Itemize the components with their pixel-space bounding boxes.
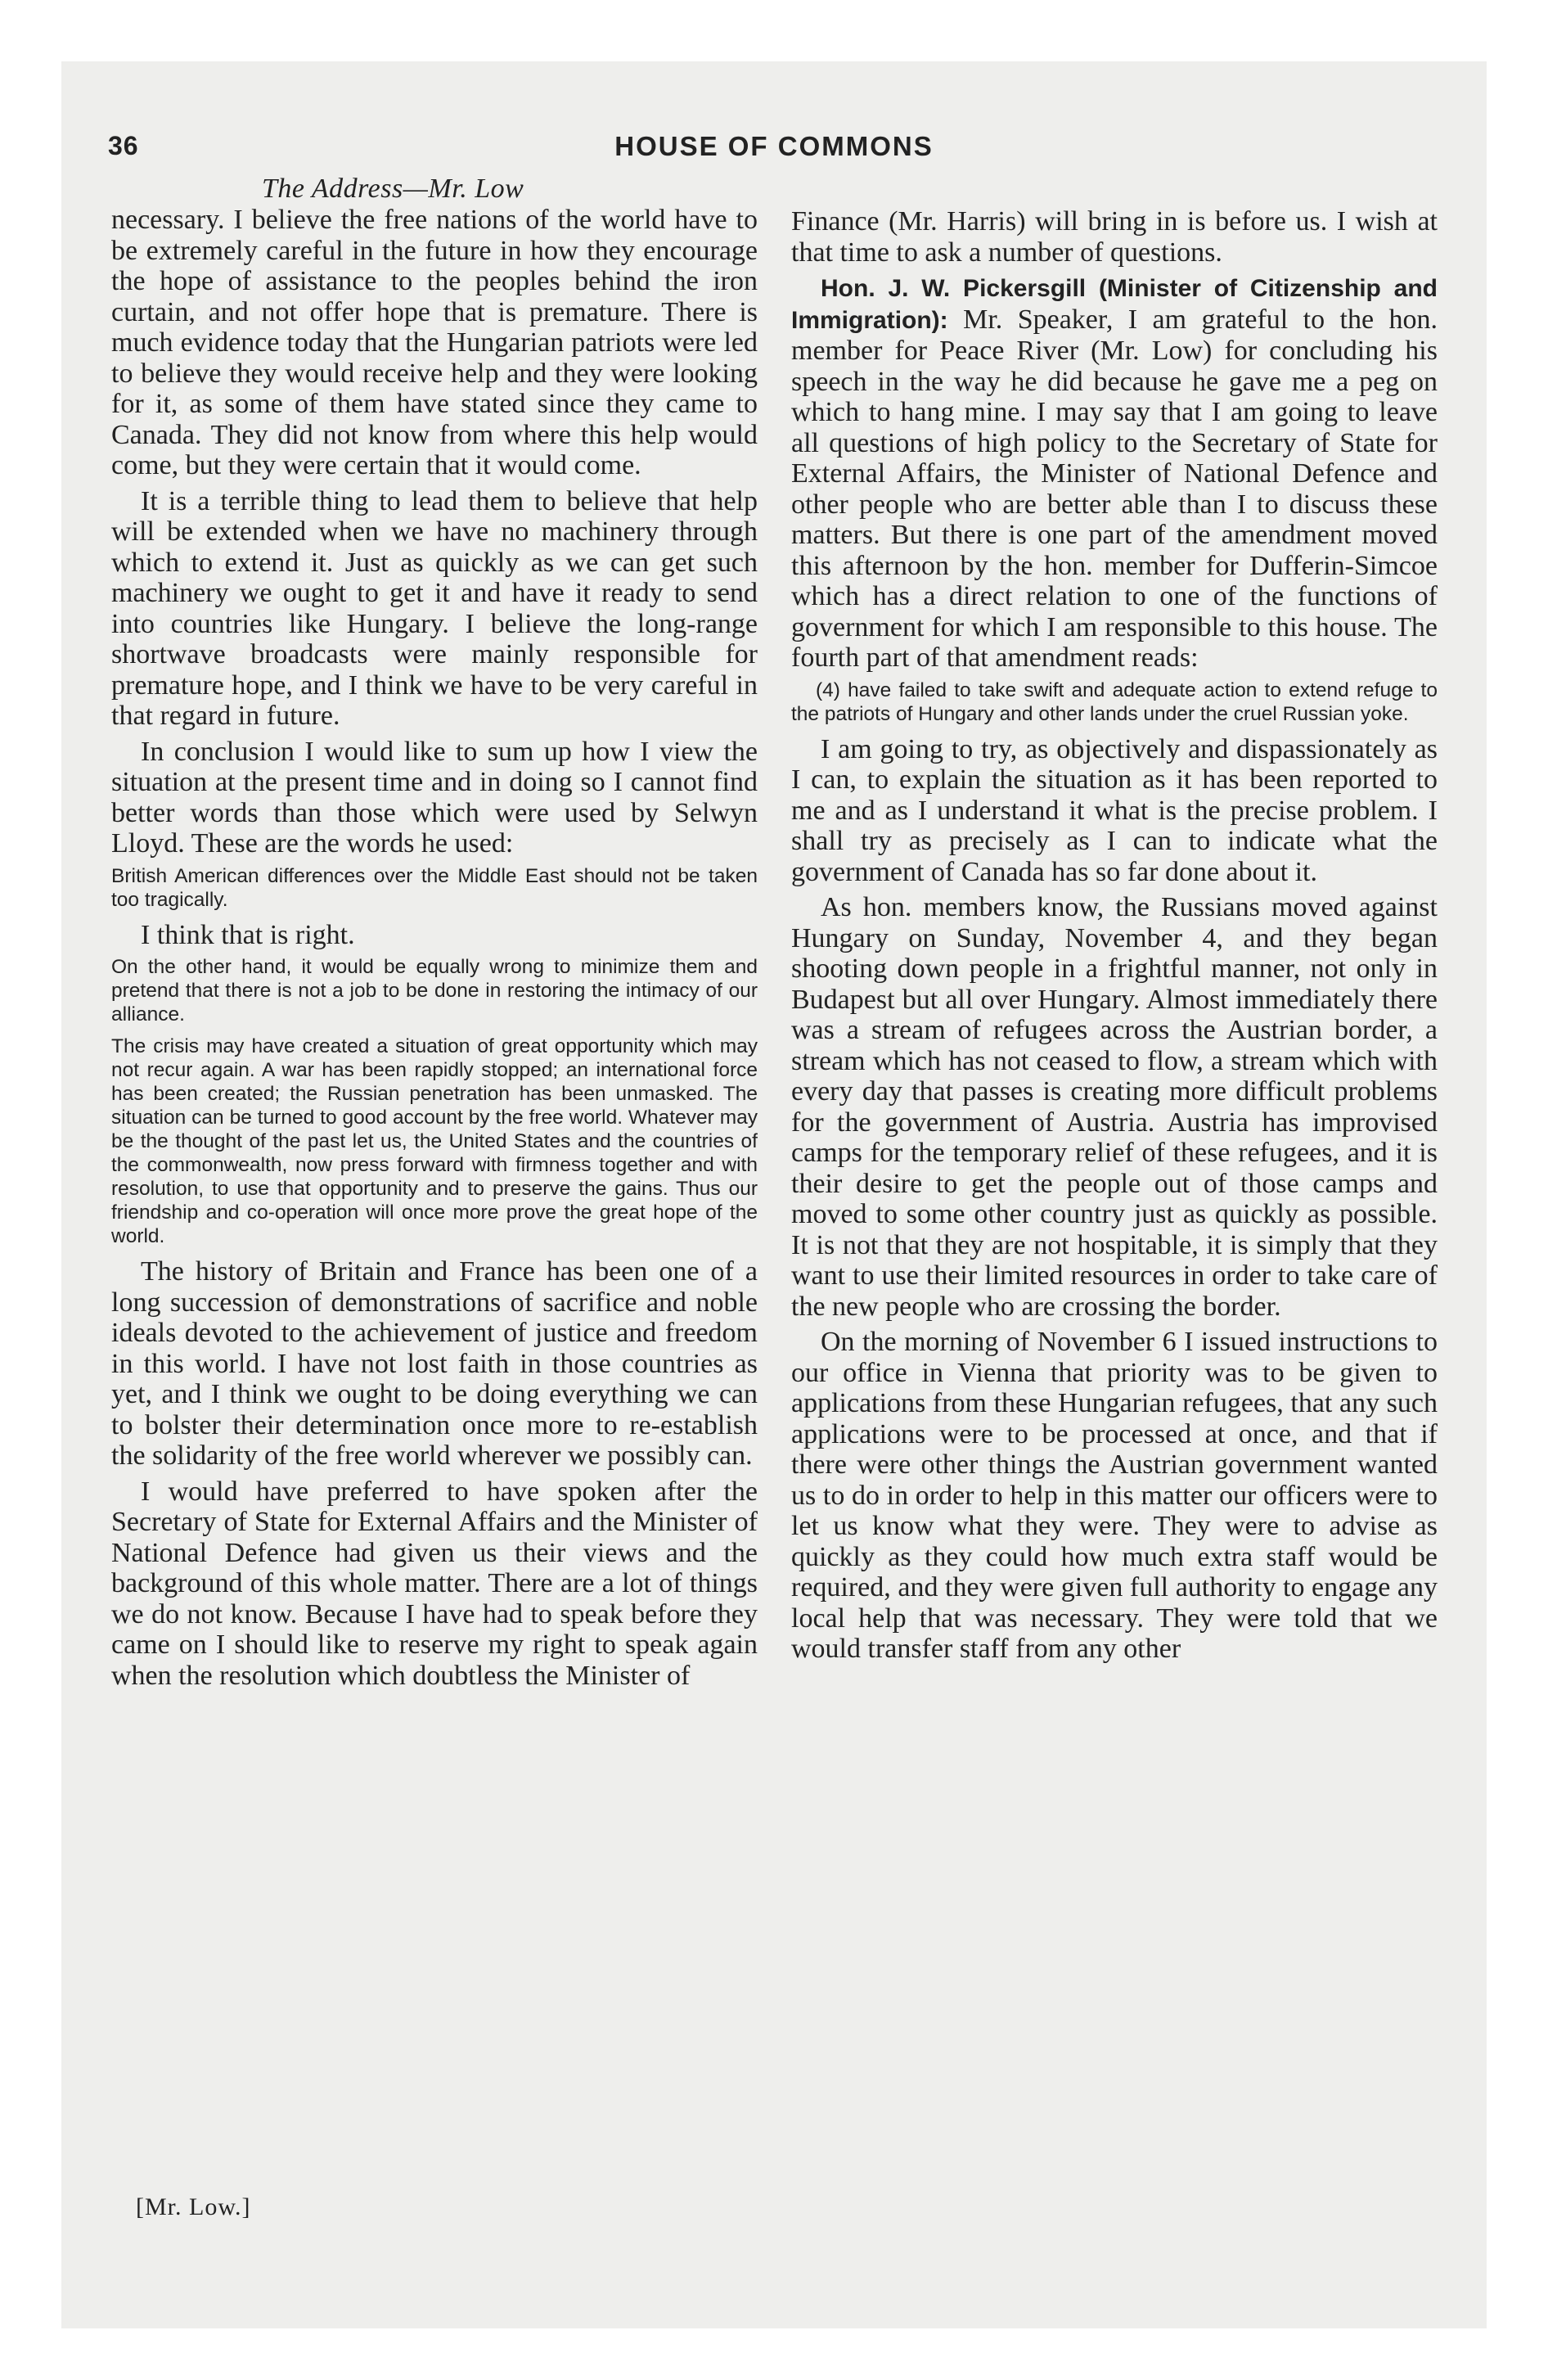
block-quote: British American differences over the Middle East should not be taken too tragically. (111, 864, 758, 911)
paragraph: The history of Britain and France has been one of a long succession of demonstrations of sacrifice and noble ideals devoted to the achievement of justice and freedom in this world. I have not lost faith in those countries as yet, and I think we ought to be doing everything we can to bolster their determination once more to re-establish the solidarity of the free world wherever we possibly can. (111, 1256, 758, 1471)
paragraph: necessary. I believe the free nations of the world have to be extremely careful in the future in how they encourage the hope of assistance to the peoples behind the iron curtain, and not offer hope that is premature. There is much evidence today that the Hungarian patriots were led to believe they would receive help and they were looking for it, as some of them have stated since they came to Canada. They did not know from where this help would come, but they were certain that it would come. (111, 205, 758, 480)
block-quote: The crisis may have created a situation of great opportunity which may not recur again. A war has been rapidly stopped; an international force has been created; the Russian penetration has been unmasked. The situation can be turned to good account by the free world. Whatever may be the thought of the past let us, the United States and the countries of the commonwealth, now press forward with firmness together and with resolution, to use that opportunity and to preserve the gains. Thus our friendship and co-operation will once more prove the great hope of the world. (111, 1035, 758, 1247)
speaker-attribution-footer: [Mr. Low.] (136, 2193, 251, 2220)
paragraph: As hon. members know, the Russians moved against Hungary on Sunday, November 4, and they began shooting down people in a frightful manner, not only in Budapest but all over Hungary. Almost immediately there was a stream of refugees across the Austrian border, a stream which has not ceased to flow, a stream which with every day that passes is creating more difficult problems for the government of Austria. Austria has improvised camps for the temporary relief of these refugees, and it is their desire to get the people out of those camps and moved to some other country just as quickly as possible. It is not that they are not hospitable, it is simply that they want to use their limited resources in order to take care of the new people who are crossing the border. (791, 892, 1438, 1322)
block-quote: (4) have failed to take swift and adequate action to extend refuge to the patriots of Hungary and other lands under the cruel Russian yoke. (791, 678, 1438, 725)
right-column (791, 206, 1438, 1665)
paragraph: On the morning of November 6 I issued instructions to our office in Vienna that priority was to be given to applications from these Hungarian refugees, that any such applications were to be processed at once, and that if there were other things the Austrian government wanted us to do in order to help in this matter our officers were to let us know what they were. They were to advise as quickly as they could how much extra staff would be required, and they were given full authority to engage any local help that was necessary. They were told that we would transfer staff from any other (791, 1327, 1438, 1664)
left-column (111, 205, 758, 1691)
paragraph: Finance (Mr. Harris) will bring in is before us. I wish at that time to ask a number of questions. (791, 206, 1438, 268)
paragraph: I would have preferred to have spoken after the Secretary of State for External Affairs and the Minister of National Defence had given us their views and the background of this whole matter. There are a lot of things we do not know. Because I have had to speak before they came on I should like to reserve my right to speak again when the resolution which doubtless the Minister of (111, 1476, 758, 1691)
paragraph: It is a terrible thing to lead them to believe that help will be extended when we have no machinery through which to extend it. Just as quickly as we can get such machinery we ought to get it and have it ready to send into countries like Hungary. I believe the long-range shortwave broadcasts were mainly responsible for premature hope, and I think we have to be very careful in that regard in future. (111, 485, 758, 731)
speaker-name: Hon. J. W. Pickersgill (Minister of Citizenship and Immigration): (791, 275, 1438, 334)
running-head: HOUSE OF COMMONS (614, 131, 934, 161)
paragraph: In conclusion I would like to sum up how I view the situation at the present time and in doing so I cannot find better words than those which were used by Selwyn Lloyd. These are the words he used: (111, 736, 758, 859)
paragraph: I am going to try, as objectively and dispassionately as I can, to explain the situation as it has been reported to me and as I understand it what is the precise problem. I shall try as precisely as I can to indicate what the government of Canada has so far done about it. (791, 733, 1438, 887)
block-quote: On the other hand, it would be equally wrong to minimize them and pretend that there is not a job to be done in restoring the intimacy of our alliance. (111, 956, 758, 1025)
page-number: 36 (108, 131, 139, 160)
speaker-speech: Mr. Speaker, I am grateful to the hon. member for Peace River (Mr. Low) for concluding his speech in the way he did because he gave me a peg on which to hang mine. I may say that I am going to leave all questions of high policy to the Secretary of State for External Affairs, the Minister of National Defence and other people who are better able than I to discuss these matters. But there is one part of the amendment moved this afternoon by the hon. member for Dufferin-Simcoe which has a direct relation to one of the functions of government for which I am responsible to this house. The fourth part of that amendment reads: (791, 304, 1438, 673)
speaker-paragraph (791, 273, 1438, 674)
debate-subject-heading: The Address—Mr. Low (262, 174, 524, 204)
paragraph: I think that is right. (141, 919, 355, 950)
